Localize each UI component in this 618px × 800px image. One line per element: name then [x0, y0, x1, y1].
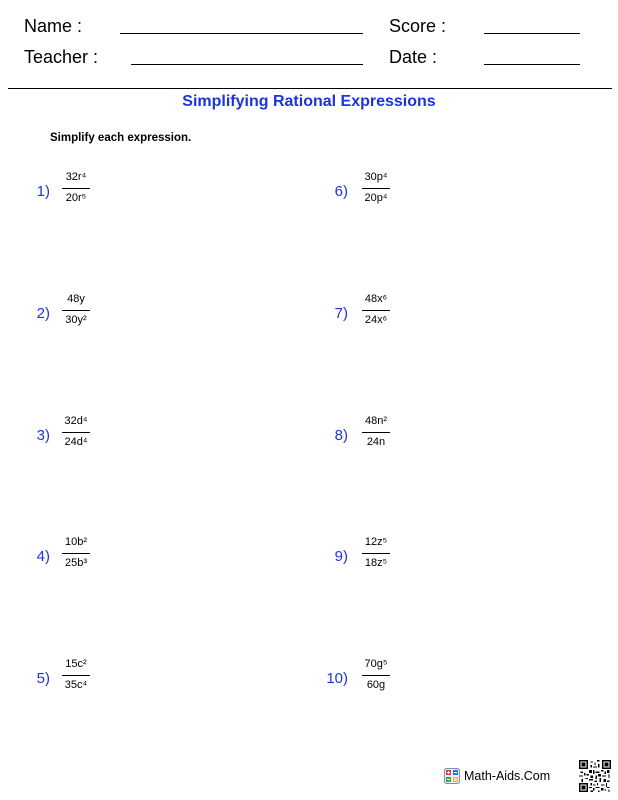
denominator: 24n	[366, 436, 386, 448]
teacher-field-line[interactable]	[131, 64, 363, 65]
problem-number: 8)	[334, 427, 348, 444]
denominator: 25b³	[64, 557, 88, 569]
numerator: 15c²	[65, 658, 87, 670]
fraction-bar	[62, 675, 90, 676]
numerator: 48x⁶	[364, 293, 388, 305]
score-field-line[interactable]	[484, 33, 580, 34]
numerator: 70g⁵	[364, 658, 388, 670]
problem-number: 2)	[36, 305, 50, 322]
fraction	[362, 293, 390, 328]
fraction	[362, 415, 390, 450]
numerator: 10b²	[64, 536, 88, 548]
fraction	[62, 536, 90, 571]
problem-number: 4)	[36, 548, 50, 565]
problem-number: 9)	[334, 548, 348, 565]
date-label: Date :	[389, 47, 438, 67]
fraction-bar	[362, 188, 390, 189]
worksheet-title: Simplifying Rational Expressions	[182, 93, 436, 110]
score-label: Score :	[389, 16, 447, 36]
instructions: Simplify each expression.	[50, 132, 192, 144]
qr-code	[579, 760, 611, 792]
fraction	[62, 293, 90, 328]
denominator: 20p⁴	[364, 192, 388, 204]
problem-number: 1)	[36, 183, 50, 200]
denominator: 20r⁵	[65, 192, 87, 204]
denominator: 24x⁶	[364, 314, 388, 326]
problem-number: 10)	[326, 670, 348, 687]
numerator: 48n²	[364, 415, 388, 427]
fraction-bar	[362, 310, 390, 311]
brand-name: Math-Aids.Com	[464, 769, 551, 783]
problem-number: 7)	[334, 305, 348, 322]
problem-number: 3)	[36, 427, 50, 444]
fraction	[62, 415, 90, 450]
numerator: 32d⁴	[64, 415, 88, 427]
fraction-bar	[362, 553, 390, 554]
teacher-label: Teacher :	[24, 47, 99, 67]
fraction	[62, 658, 90, 693]
fraction-bar	[62, 432, 90, 433]
fraction	[62, 171, 90, 206]
fraction-bar	[62, 553, 90, 554]
calculator-icon	[444, 768, 460, 784]
numerator: 48y	[67, 293, 85, 305]
numerator: 12z⁵	[364, 536, 388, 548]
fraction	[362, 536, 390, 571]
fraction-bar	[362, 432, 390, 433]
denominator: 30y²	[65, 314, 87, 326]
denominator: 24d⁴	[64, 436, 88, 448]
numerator: 32r⁴	[65, 171, 87, 183]
problem-number: 5)	[36, 670, 50, 687]
fraction-bar	[362, 675, 390, 676]
numerator: 30p⁴	[364, 171, 388, 183]
problem-number: 6)	[334, 183, 348, 200]
fraction	[362, 171, 390, 206]
denominator: 18z⁵	[364, 557, 388, 569]
denominator: 35c⁴	[64, 679, 88, 691]
name-label: Name :	[24, 16, 83, 36]
denominator: 60g	[366, 679, 386, 691]
fraction-bar	[62, 188, 90, 189]
header-divider	[8, 88, 612, 89]
fraction	[362, 658, 390, 693]
fraction-bar	[62, 310, 90, 311]
date-field-line[interactable]	[484, 64, 580, 65]
name-field-line[interactable]	[120, 33, 363, 34]
